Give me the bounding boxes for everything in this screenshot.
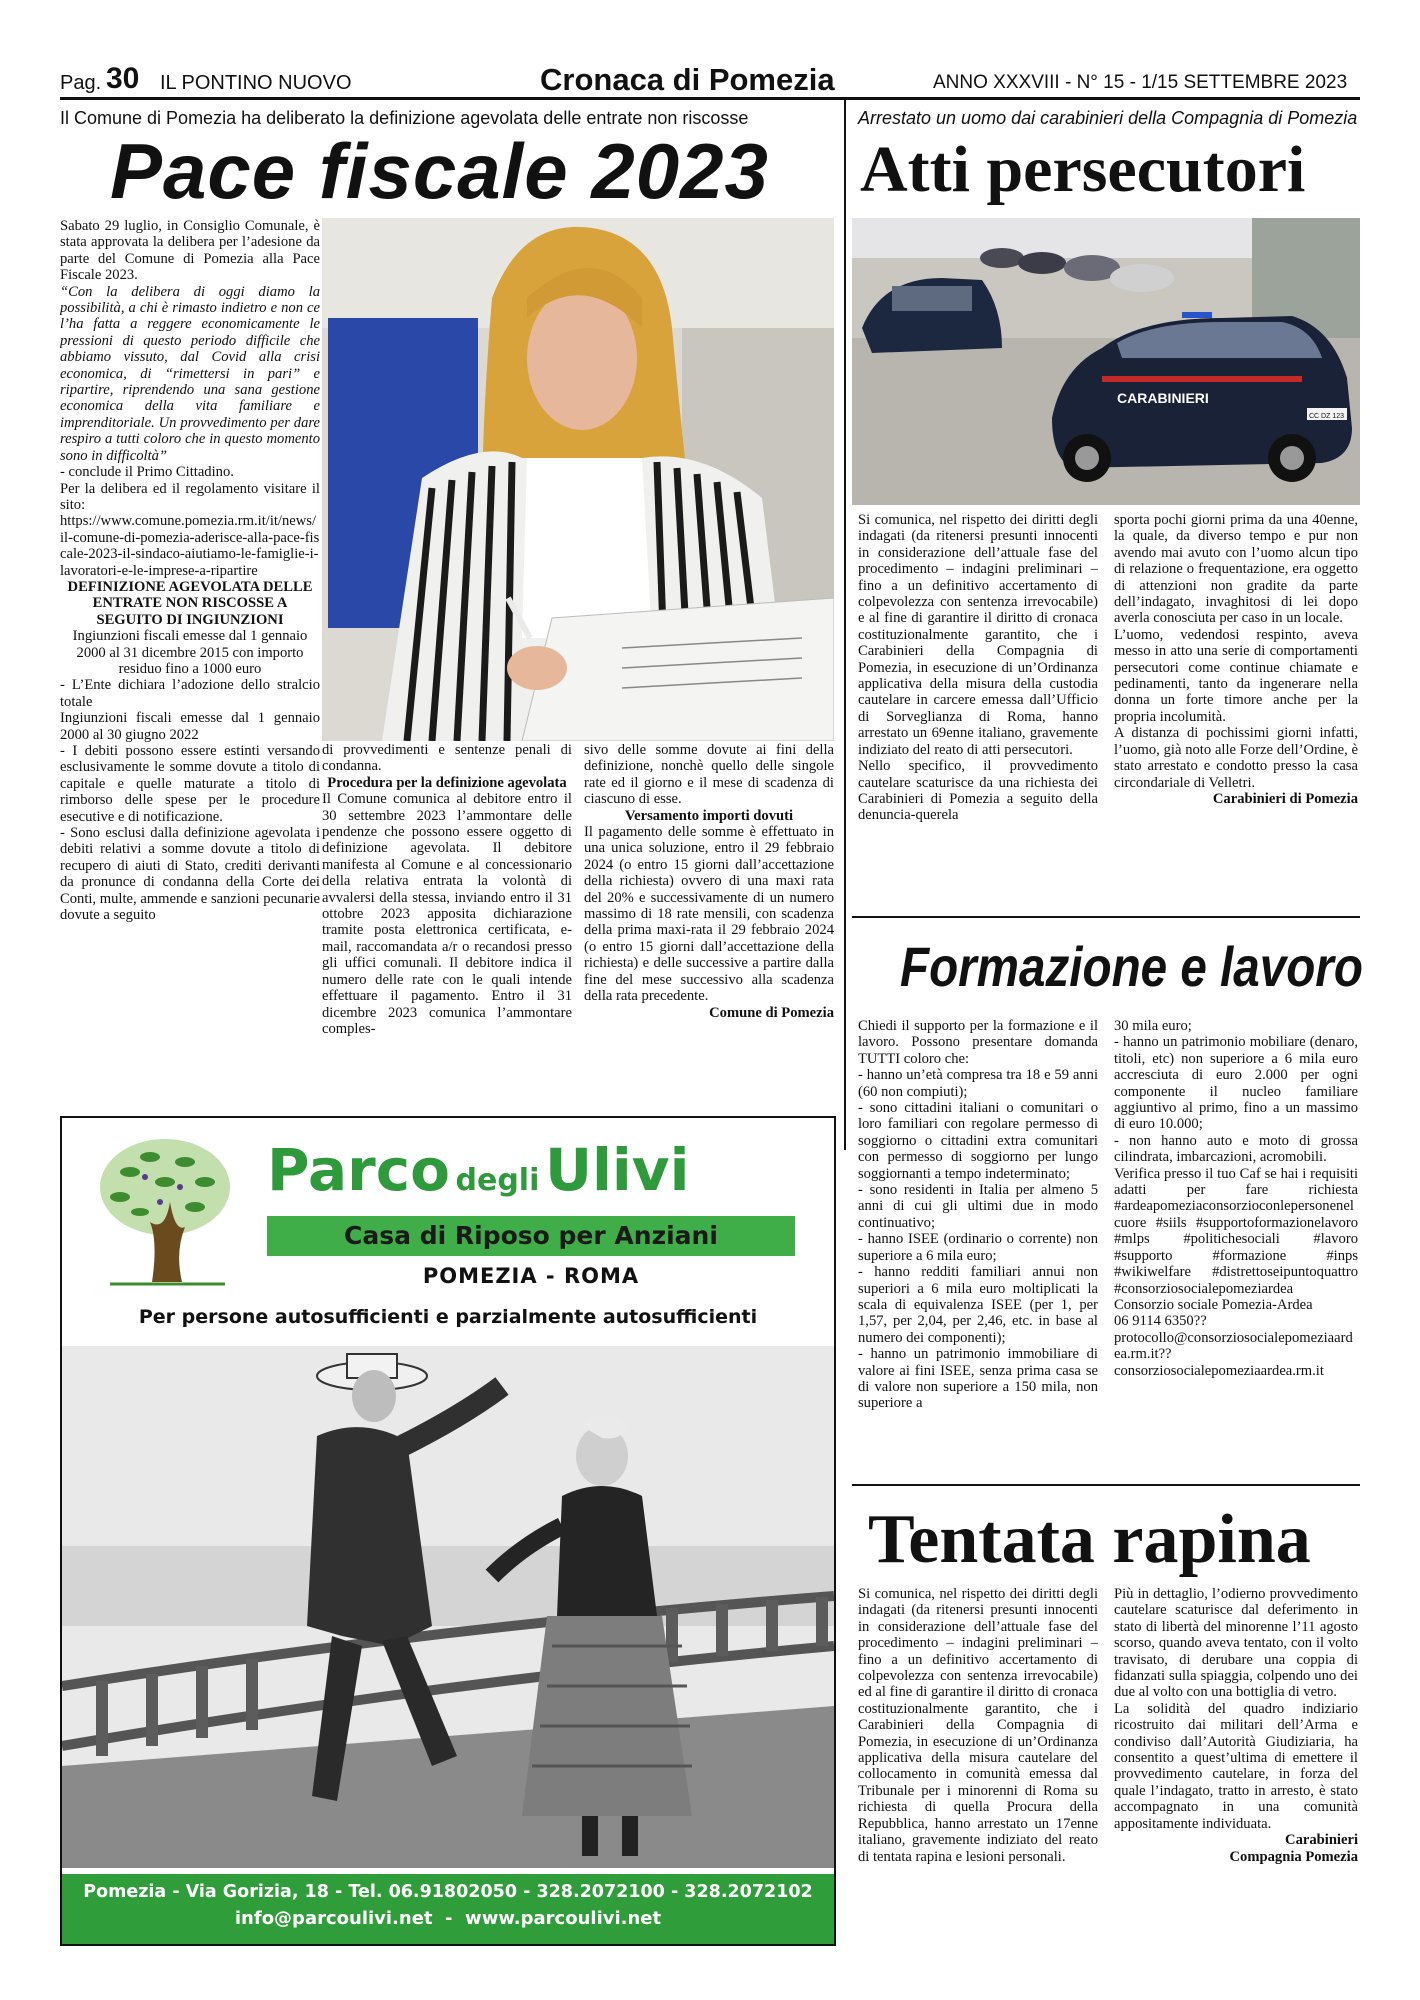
ad-tagline: Per persone autosufficienti e parzialmente autosufficienti	[138, 1306, 758, 1328]
paragraph: Procedura per la definizione agevolata	[327, 774, 567, 791]
paragraph: “Con la delibera di oggi diamo la possibilità, a chi è rimasto indietro e non ce l’ha fatta a reggere economicamente le pressioni di questo periodo difficile che abbiamo vissuto, dal Covid alla crisi economica, di “rimettersi in pari” e ripartire, riprendendo una sana gestione economica della vita familiare e imprenditoriale. Un provvedimento per dare respiro a tutti coloro che in questo momento sono in difficoltà”	[60, 283, 320, 464]
atti-column-1	[858, 512, 1098, 900]
paragraph: Ingiunzioni fiscali emesse dal 1 gennaio 2000 al 30 giugno 2022	[60, 710, 320, 743]
carabinieri-car-photo	[852, 218, 1360, 505]
paragraph: - L’Ente dichiara l’adozione dello stralcio totale	[60, 677, 320, 710]
page-label: Pag.	[60, 72, 102, 94]
rapina-column-2	[1114, 1586, 1358, 1946]
header-rule	[60, 97, 1360, 100]
atti-column-2	[1114, 512, 1358, 900]
paragraph: Compagnia Pomezia	[1229, 1848, 1358, 1865]
car-plate-text: CC DZ 123	[1309, 413, 1345, 420]
car-livery-text: CARABINIERI	[1117, 390, 1209, 406]
paragraph: sivo delle somme dovute ai fini della definizione, nonchè quello delle singole rate ed il giorno e il mese di scadenza di ciascuno di esse.	[584, 742, 834, 808]
paragraph: https://www.comune.pomezia.rm.it/it/news/il-comune-di-pomezia-aderisce-alla-pace-fiscale-2023-il-sindaco-aiutiamo-le-famiglie-i-lavoratori-e-le-imprese-a-ripartire	[60, 513, 320, 579]
ad-brand	[267, 1136, 690, 1204]
paragraph: Consorzio sociale Pomezia-Ardea	[1114, 1296, 1313, 1313]
ad-band-text: Casa di Riposo per Anziani	[344, 1221, 718, 1250]
formazione-column-1	[858, 1018, 1098, 1470]
pace-column-3	[584, 742, 834, 1106]
ad-city: POMEZIA - ROMA	[422, 1264, 640, 1288]
paragraph: protocollo@consorziosocialepomeziaardea.rm.it??	[1114, 1329, 1353, 1363]
paragraph: Si comunica, nel rispetto dei diritti degli indagati (da ritenersi presunti innocenti in considerazione dell’attuale fase del procedimento – indagini preliminari – fino a un definitivo accertamento di colpevolezza con sentenza irrevocabile) e al fine di garantire il diritto di cronaca costituzionalmente garantito, che i Carabinieri della Compagnia di Pomezia, in esecuzione di un’Ordinanza applicativa della misura della custodia cautelare in carcere emessa dall’Ufficio di Sorveglianza di Roma, hanno arrestato un 69enne italiano, gravemente indiziato del reato di atti persecutori.	[858, 512, 1098, 758]
paragraph: - hanno un patrimonio immobiliare di valore ai fini ISEE, senza prima casa se di valore non superiore a 150 mila, non superiore a	[858, 1346, 1098, 1412]
formazione-headline: Formazione e lavoro	[900, 935, 1363, 998]
ad-footer-line1: Pomezia - Via Gorizia, 18 - Tel. 06.91802050 - 328.2072100 - 328.2072102	[83, 1882, 813, 1902]
dancing-couple-photo	[62, 1346, 834, 1868]
paragraph: Carabinieri di Pomezia	[1212, 790, 1358, 807]
ad-parco-degli-ulivi	[60, 1116, 836, 1946]
pace-column-1	[60, 218, 320, 1106]
paragraph: Il pagamento delle somme è effettuato in una unica soluzione, entro il 29 febbraio 2024 (o entro 15 giorni dall’accettazione della richiesta) ovvero di una maxi rata del 20% e successivamente di un numero massimo di 18 rate mensili, con scadenza della prima maxi-rata il 29 febbraio 2024 (o entro 15 giorni dall’accettazione della richiesta) e delle successive a partire dalla fine del mese successivo alla scadenza della rata precedente.	[584, 824, 834, 1005]
mayor-photo-illustration	[322, 218, 834, 741]
rapina-column-1	[858, 1586, 1098, 1946]
paragraph: - hanno redditi familiari annui non superiori a 6 mila euro moltiplicati la scala di equivalenza ISEE (per 1, per 1,57, per 2,04, per 2,46, etc. in base al numero dei componenti);	[858, 1264, 1098, 1346]
paragraph: sporta pochi giorni prima da una 40enne, la quale, da diverso tempo e pur non avendo mai avuto con l’uomo alcun tipo di relazione o frequentazione, era oggetto di attenzioni non gradite da parte dell’indagato, invaghitosi di lei dopo averla conosciuta per caso in un locale.	[1114, 512, 1358, 627]
ad-footer-line2: info@parcoulivi.net - www.parcoulivi.net	[234, 1908, 662, 1929]
paragraph: Versamento importi dovuti	[624, 807, 794, 824]
paragraph: - I debiti possono essere estinti versando esclusivamente le somme dovute a titolo di capitale e quelle maturate a titolo di rimborso delle spese per le procedure esecutive e di notificazione.	[60, 743, 320, 825]
paragraph: - conclude il Primo Cittadino.	[60, 464, 234, 481]
paragraph: Chiedi il supporto per la formazione e il lavoro. Possono presentare domanda TUTTI coloro che:	[858, 1018, 1098, 1067]
ad-brand-parco: Parco	[267, 1136, 450, 1204]
paragraph: Si comunica, nel rispetto dei diritti degli indagati (da ritenersi presunti innocenti in considerazione dell’attuale fase del procedimento – indagini preliminari – fino a un definitivo accertamento di colpevolezza con sentenza irrevocabile) ed al fine di garantire il diritto di cronaca costituzionalmente garantito, che i Carabinieri della Compagnia di Pomezia, in esecuzione di un’Ordinanza applicativa della misura cautelare del collocamento in comunità emessa dal Tribunale per i minorenni di Roma su richiesta di quella Procura della Repubblica, hanno arrestato un 17enne italiano, gravemente indiziato del reato di tentata rapina e lesioni personali.	[858, 1586, 1098, 1865]
paragraph: L’uomo, vedendosi respinto, aveva messo in atto una serie di comportamenti persecutori come continue chiamate e pedinamenti, tanto da ingenerare nella donna un forte timore anche per la propria incolumità.	[1114, 626, 1358, 725]
paragraph: Ingiunzioni fiscali emesse dal 1 gennaio 2000 al 31 dicembre 2015 con importo residuo fino a 1000 euro	[72, 628, 308, 677]
paragraph: DEFINIZIONE AGEVOLATA DELLE ENTRATE NON RISCOSSE A SEGUITO DI INGIUNZIONI	[67, 578, 313, 628]
rapina-headline: Tentata rapina	[868, 1501, 1311, 1578]
atti-headline: Atti persecutori	[860, 133, 1306, 206]
formazione-column-2	[1114, 1018, 1358, 1470]
section-title: Cronaca di Pomezia	[540, 62, 835, 97]
paragraph: A distanza di pochissimi giorni infatti, l’uomo, già noto alle Forze dell’Ordine, è stato arrestato e condotto presso la casa circondariale di Velletri.	[1114, 725, 1358, 791]
paragraph: - hanno un patrimonio mobiliare (denaro, titoli, etc) non superiore a 6 mila euro accresciuta di euro 2.000 per ogni componente il nucleo familiare aggiuntivo al primo, fino a un massimo di euro 10.000;	[1114, 1034, 1358, 1133]
paragraph: - non hanno auto e moto di grossa cilindrata, imbarcazioni, acromobili.	[1114, 1132, 1358, 1166]
paragraph: 30 mila euro;	[1114, 1018, 1192, 1034]
paragraph: Nello specifico, il provvedimento cautelare scaturisce da una richiesta dei Carabinieri di Pomezia a seguito della denuncia-querela	[858, 758, 1098, 824]
pace-kicker: Il Comune di Pomezia ha deliberato la definizione agevolata delle entrate non riscosse	[60, 108, 749, 128]
paragraph: - sono cittadini italiani o comunitari o loro familiari con regolare permesso di soggiorno o cittadini extra comunitari con permesso di soggiorno per lungo soggiornanti a tempo indeterminato;	[858, 1100, 1098, 1182]
column-divider	[844, 100, 846, 1150]
page-header	[60, 62, 1360, 96]
pace-column-2	[322, 742, 572, 1106]
atti-bottom-rule	[852, 916, 1360, 918]
olive-tree-logo	[90, 1132, 240, 1292]
paragraph: Carabinieri	[1285, 1832, 1358, 1849]
atti-kicker: Arrestato un uomo dai carabinieri della Compagnia di Pomezia	[858, 108, 1358, 128]
paragraph: di provvedimenti e sentenze penali di condanna.	[322, 742, 572, 775]
carabinieri-car-illustration	[852, 218, 1360, 505]
paragraph: Verifica presso il tuo Caf se hai i requisiti adatti per fare richiesta #ardeapomeziaconsorzioconlepersonenelcuore #siils #supportoformazionelavoro #mlps #politichesociali #lavoro #supporto #formazione #inps #wikiwelfare #distrettoseipuntoquattro #consorziosocialepomeziardea	[1114, 1165, 1358, 1297]
paragraph: - hanno ISEE (ordinario o corrente) non superiore a 6 mila euro;	[858, 1231, 1098, 1264]
paragraph: 06 9114 6350??	[1114, 1313, 1207, 1330]
ad-brand-ulivi: Ulivi	[544, 1136, 690, 1204]
paragraph: consorziosocialepomeziaardea.rm.it	[1114, 1362, 1324, 1379]
ad-band	[267, 1216, 795, 1256]
paragraph: La solidità del quadro indiziario ricostruito dai militari dell’Arma e condiviso dall’Autorità Giudiziaria, ha consentito a quest’ultima di emettere il provvedimento cautelare, in forza del quale l’indagato, tratto in arresto, è stato accompagnato in una comunità appositamente individuata.	[1114, 1700, 1358, 1832]
page-number: 30	[106, 62, 140, 95]
paragraph: - hanno un’età compresa tra 18 e 59 anni (60 non compiuti);	[858, 1067, 1098, 1100]
paragraph: Comune di Pomezia	[709, 1004, 834, 1021]
ad-footer	[62, 1874, 834, 1944]
paragraph: Sabato 29 luglio, in Consiglio Comunale, è stata approvata la delibera per l’adesione da parte del Comune di Pomezia alla Pace Fiscale 2023.	[60, 218, 320, 284]
paragraph: Più in dettaglio, l’odierno provvedimento cautelare scaturisce dal deferimento in stato di libertà del minorenne l’11 agosto scorso, quando aveva tentato, con il volto travisato, di derubare una coppia di fidanzati sulla spiaggia, colpendo uno dei due al volto con una bottiglia di vetro.	[1114, 1586, 1358, 1701]
issue-info: ANNO XXXVIII - N° 15 - 1/15 SETTEMBRE 2023	[933, 72, 1348, 93]
paragraph: Il Comune comunica al debitore entro il 30 settembre 2023 l’ammontare delle pendenze che possono essere oggetto di definizione agevolata. Il debitore manifesta al Comune e al concessionario della relativa entrata la volontà di avvalersi della stessa, inviando entro il 31 ottobre 2023 apposita dichiarazione tramite posta elettronica certificata, e-mail, raccomandata a/r o recandosi presso gli uffici comunali. Il debitore indica il numero delle rate con le quali intende effettuare il pagamento. Entro il 31 dicembre 2023 comunica l’ammontare comples-	[322, 791, 572, 1037]
paragraph: - Sono esclusi dalla definizione agevolata i debiti relativi a somme dovute a titolo di recupero di aiuti di Stato, crediti derivanti da pronunce di condanna della Corte dei Conti, multe, ammende e sanzioni pecunarie dovute a seguito	[60, 825, 320, 924]
ad-brand-degli: degli	[455, 1163, 540, 1198]
newspaper-name: IL PONTINO NUOVO	[160, 72, 352, 94]
paragraph: - sono residenti in Italia per almeno 5 anni di cui gli ultimi due in modo continuativo;	[858, 1182, 1098, 1231]
formazione-bottom-rule	[852, 1484, 1360, 1486]
paragraph: Per la delibera ed il regolamento visitare il sito:	[60, 480, 320, 513]
mayor-photo	[322, 218, 834, 741]
pace-headline: Pace fiscale 2023	[110, 127, 769, 215]
